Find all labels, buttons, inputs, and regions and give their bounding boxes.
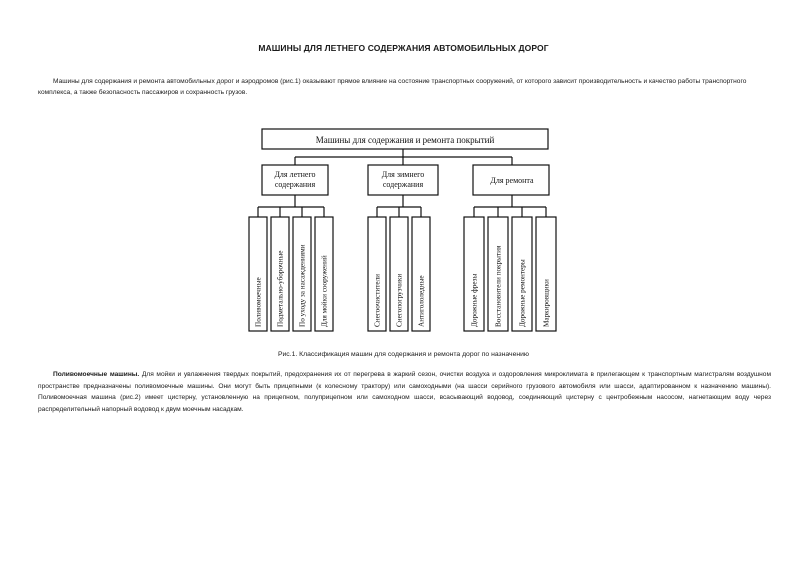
leaf-label: Поливомоечные bbox=[254, 277, 263, 327]
paragraph-text: Для мойки и увлажнения твердых покрытий, предохранения их от перегрева в жаркий сезон, очистки воздуха и оздоровления микроклимата в прилегающем к транспортным магистралям воздушном пространстве предназначены поливомоечные машины. Они могут быть прицепными (к колесному трактору) или самоходными (на шасси серийного грузового автомобиля или шасси, адаптированном к назначению машины). Поливомоечная машина (рис.2) имеет цистерну, установленную на прицепном, полуприцепном или самоходном шасси, всасывающий водовод, соединяющий цистерну с центробежным насосом, нагнетающим воду через распределительный напорный водовод к двум моечным насадкам. bbox=[38, 371, 772, 413]
leaf-label: Дорожные фрезы bbox=[470, 273, 479, 327]
leaf-label: Антигололедные bbox=[417, 275, 426, 327]
group-label: Для ремонта bbox=[490, 176, 534, 185]
leaf-label: Подметально-уборочные bbox=[276, 250, 285, 327]
root-label: Машины для содержания и ремонта покрытий bbox=[315, 135, 495, 145]
leaf-label: Дорожные ремонтеры bbox=[518, 259, 527, 327]
page-title: МАШИНЫ ДЛЯ ЛЕТНЕГО СОДЕРЖАНИЯ АВТОМОБИЛЬНЫХ ДОРОГ bbox=[258, 43, 549, 53]
group-label: содержания bbox=[274, 180, 316, 189]
paragraph-lead: Поливомоечные машины. bbox=[53, 371, 140, 378]
leaf-label: По уходу за насаждениями bbox=[298, 244, 307, 327]
body-paragraph bbox=[38, 369, 771, 415]
classification-diagram-svg bbox=[236, 124, 566, 339]
leaf-label: Маркировщики bbox=[542, 279, 551, 327]
group-label: содержания bbox=[382, 180, 424, 189]
leaf-label: Для мойки сооружений bbox=[320, 255, 329, 327]
leaf-label: Восстановители покрытия bbox=[494, 245, 503, 327]
leaf-label: Снегоочистители bbox=[373, 273, 382, 327]
intro-paragraph: Машины для содержания и ремонта автомобильных дорог и аэродромов (рис.1) оказывают прямое влияние на состояние транспортных сооружений, от которого зависит производительность и качество работы транспортного комплекса, а также безопасность пассажиров и сохранность грузов. bbox=[38, 78, 747, 96]
group-label: Для летнего bbox=[274, 170, 316, 179]
group-label: Для зимнего bbox=[381, 170, 425, 179]
leaf-label: Снегопогрузчики bbox=[395, 273, 404, 327]
classification-diagram bbox=[236, 124, 566, 344]
figure-caption: Рис.1. Классификация машин для содержания и ремонта дорог по назначению bbox=[277, 351, 530, 358]
